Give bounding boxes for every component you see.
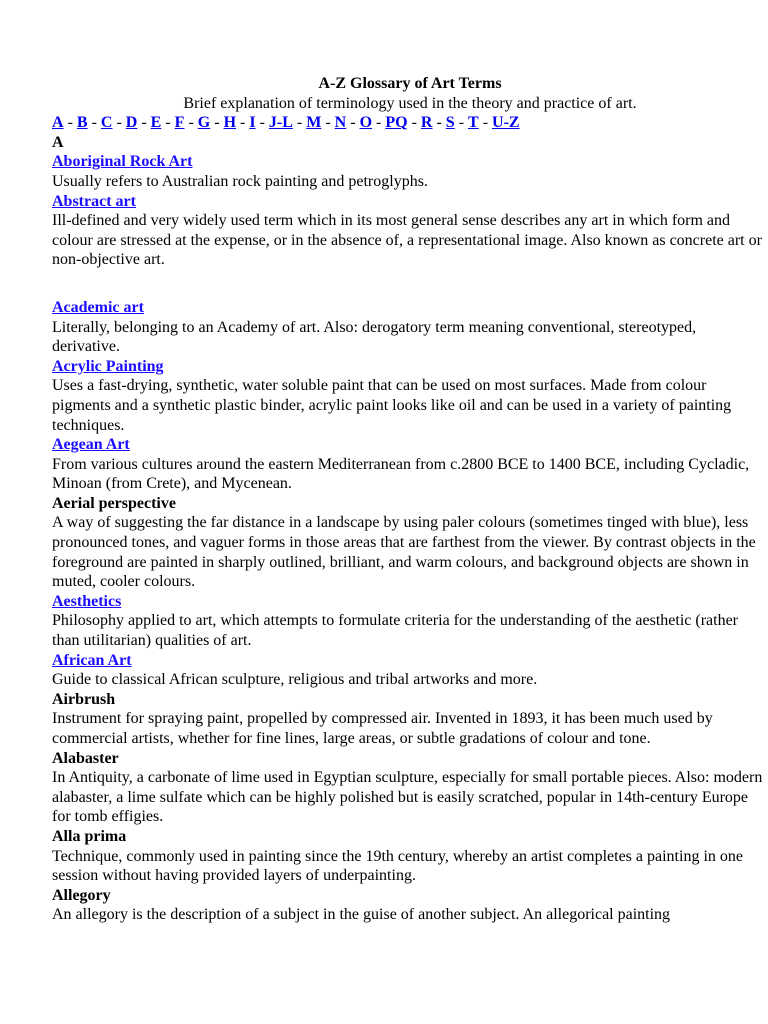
letter-navigation	[52, 113, 768, 133]
page-title: A-Z Glossary of Art Terms	[318, 75, 502, 92]
nav-separator: -	[210, 114, 224, 132]
nav-link-b[interactable]: B	[76, 114, 88, 132]
definition-allegory: An allegory is the description of a subject in the guise of another subject. An allegorical painting	[52, 906, 671, 924]
nav-link-o[interactable]: O	[359, 114, 373, 132]
term-aerial-perspective: Aerial perspective	[52, 494, 176, 512]
definition-airbrush: Instrument for spraying paint, propelled by compressed air. Invented in 1893, it has been much used by commercial artists, whether for fine lines, large areas, or subtle gradations of colour and tone.	[52, 710, 713, 747]
term-aegean-art[interactable]: Aegean Art	[52, 436, 130, 454]
term-alla-prima: Alla prima	[52, 827, 127, 845]
nav-link-m[interactable]: M	[306, 114, 322, 132]
nav-separator: -	[454, 114, 469, 132]
term-airbrush: Airbrush	[52, 690, 116, 708]
definition-abstract-art: Ill-defined and very widely used term which in its most general sense describes any art in which form and colour are stressed at the expense, or in the absence of, a representational image. Also known as concrete art or non-objective art.	[52, 212, 762, 269]
nav-separator: -	[346, 114, 360, 132]
nav-link-d[interactable]: D	[125, 114, 138, 132]
definition-aerial-perspective: A way of suggesting the far distance in a landscape by using paler colours (sometimes tinged with blue), less pronounced tones, and vaguer forms in those areas that are farthest from the viewer. By contrast objects in the foreground are painted in sharply outlined, brilliant, and warm colours, and background objects are shown in muted, cooler colours.	[52, 514, 756, 591]
definition-academic-art: Literally, belonging to an Academy of art. Also: derogatory term meaning conventional, stereotyped, derivative.	[52, 318, 697, 356]
term-academic-art[interactable]: Academic art	[52, 298, 144, 316]
term-aboriginal-rock-art[interactable]: Aboriginal Rock Art	[52, 153, 193, 171]
nav-separator: -	[236, 114, 250, 132]
nav-separator: -	[292, 114, 307, 132]
nav-link-t[interactable]: T	[468, 114, 479, 132]
definition-alabaster: In Antiquity, a carbonate of lime used in Egyptian sculpture, especially for small portable pieces. Also: modern alabaster, a lime sulfate which can be highly polished but is easily scratched, popular in 14th-century Europe for tomb effigies.	[52, 769, 763, 826]
term-aesthetics[interactable]: Aesthetics	[52, 592, 122, 610]
nav-link-u-z[interactable]: U-Z	[492, 114, 520, 132]
nav-link-g[interactable]: G	[197, 114, 211, 132]
nav-link-r[interactable]: R	[420, 114, 433, 132]
definition-aesthetics: Philosophy applied to art, which attempts to formulate criteria for the understanding of the aesthetic (rather than utilitarian) qualities of art.	[52, 612, 739, 650]
nav-separator: -	[137, 114, 151, 132]
definition-aboriginal-rock-art: Usually refers to Australian rock painting and petroglyphs.	[52, 172, 428, 190]
nav-separator: -	[255, 114, 269, 132]
nav-separator: -	[184, 114, 198, 132]
nav-separator: -	[372, 114, 386, 132]
definition-aegean-art: From various cultures around the eastern Mediterranean from c.2800 BCE to 1400 BCE, including Cycladic, Minoan (from Crete), and Mycenean.	[52, 455, 750, 493]
term-acrylic-painting[interactable]: Acrylic Painting	[52, 357, 164, 375]
nav-link-f[interactable]: F	[174, 114, 185, 132]
term-abstract-art[interactable]: Abstract art	[52, 192, 136, 210]
definition-african-art: Guide to classical African sculpture, religious and tribal artworks and more.	[52, 671, 538, 689]
nav-link-e[interactable]: E	[150, 114, 162, 132]
nav-separator: -	[87, 114, 101, 132]
nav-link-a[interactable]: A	[52, 114, 64, 132]
nav-link-i[interactable]: I	[249, 114, 256, 132]
blank-gap	[52, 270, 768, 298]
nav-link-pq[interactable]: PQ	[385, 114, 408, 132]
definition-acrylic-painting: Uses a fast-drying, synthetic, water soluble paint that can be used on most surfaces. Made from colour pigments and a synthetic plastic binder, acrylic paint looks like oil and can be used in a variety of painting techniques.	[52, 377, 732, 434]
nav-link-s[interactable]: S	[445, 114, 455, 132]
nav-separator: -	[161, 114, 175, 132]
glossary-entries	[52, 152, 768, 925]
nav-separator: -	[407, 114, 421, 132]
term-allegory: Allegory	[52, 886, 111, 904]
page-subtitle: Brief explanation of terminology used in the theory and practice of art.	[183, 94, 637, 112]
nav-separator: -	[432, 114, 446, 132]
nav-separator: -	[321, 114, 335, 132]
nav-separator: -	[112, 114, 126, 132]
nav-separator: -	[63, 114, 77, 132]
section-letter: A	[52, 133, 64, 151]
definition-alla-prima: Technique, commonly used in painting since the 19th century, whereby an artist completes a painting in one session without having provided layers of underpainting.	[52, 847, 743, 885]
glossary-page	[52, 74, 768, 925]
nav-link-c[interactable]: C	[100, 114, 113, 132]
nav-link-n[interactable]: N	[334, 114, 347, 132]
nav-separator: -	[478, 114, 493, 132]
nav-link-j-l[interactable]: J-L	[268, 114, 293, 132]
nav-link-h[interactable]: H	[223, 114, 237, 132]
term-african-art[interactable]: African Art	[52, 651, 132, 669]
term-alabaster: Alabaster	[52, 749, 119, 767]
